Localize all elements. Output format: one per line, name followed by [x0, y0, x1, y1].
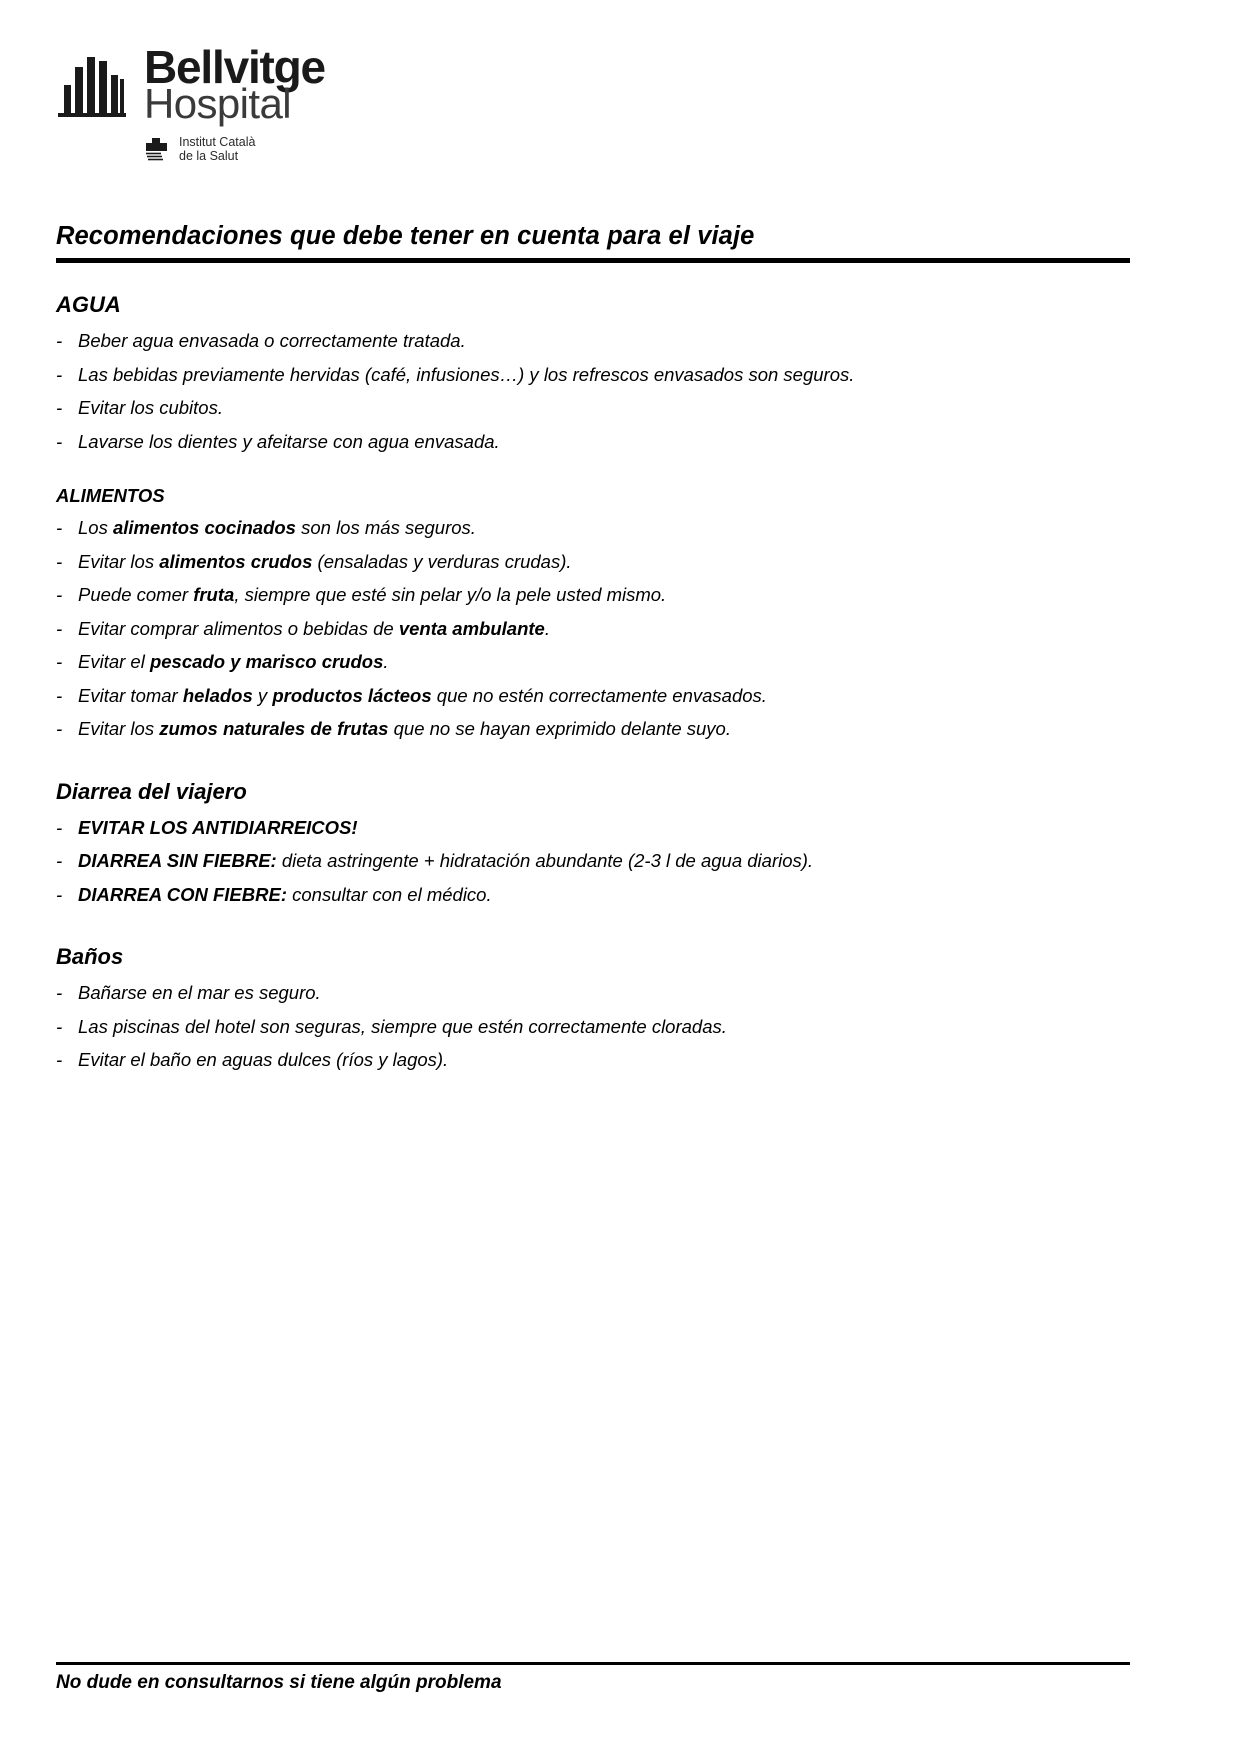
- plain-text: , siempre que esté sin pelar y/o la pele usted mismo.: [234, 584, 667, 605]
- section-heading: Baños: [56, 944, 124, 969]
- plain-text: son los más seguros.: [295, 517, 476, 538]
- list-item: [56, 586, 1136, 605]
- ics-sublogo-line2: de la Salut: [179, 149, 239, 164]
- emphasis-text: alimentos crudos: [159, 550, 313, 572]
- plain-text: Evitar los: [78, 718, 160, 739]
- emphasis-text: pescado y marisco crudos: [149, 651, 384, 672]
- plain-text: .: [383, 651, 389, 672]
- plain-text: (ensaladas y verduras crudas).: [312, 550, 572, 572]
- bullet-dash: -: [56, 1049, 63, 1070]
- list-item-text: [78, 617, 1136, 639]
- list-item: [56, 852, 1136, 871]
- bullet-list: [56, 816, 1136, 905]
- list-item: [56, 332, 1136, 351]
- plain-text: Beber agua envasada o correctamente tratada.: [78, 330, 466, 351]
- plain-text: Evitar el: [78, 651, 150, 672]
- emphasis-text: zumos naturales de frutas: [159, 718, 389, 739]
- plain-text: Puede comer: [78, 584, 194, 605]
- bullet-dash: -: [56, 982, 63, 1003]
- plain-text: dieta astringente + hidratación abundante (2-3 l de agua diarios).: [276, 850, 814, 871]
- bullet-dash: -: [56, 397, 63, 418]
- bullet-dash: -: [56, 718, 63, 739]
- document-body: [56, 292, 1136, 1070]
- list-item-text: [78, 519, 1136, 538]
- footer-divider: [56, 1662, 1130, 1665]
- plain-text: que no se hayan exprimido delante suyo.: [388, 718, 731, 739]
- list-item-text: [78, 816, 1136, 838]
- list-item: [56, 653, 1136, 672]
- list-item: [56, 430, 1136, 452]
- list-item-text: [78, 852, 1136, 871]
- plain-text: .: [544, 617, 550, 639]
- ics-sublogo-text: [179, 135, 255, 165]
- list-item: [56, 399, 1136, 418]
- list-item: [56, 684, 1136, 706]
- list-item: [56, 519, 1136, 538]
- spacer: [56, 904, 1136, 944]
- bullet-dash: -: [56, 330, 63, 351]
- emphasis-text: alimentos cocinados: [112, 517, 296, 538]
- plain-text: Los: [78, 517, 113, 538]
- footer-note: No dude en consultarnos si tiene algún problema: [56, 1672, 502, 1693]
- page-title: Recomendaciones que debe tener en cuenta para el viaje: [56, 222, 755, 250]
- section-ba-os: [56, 944, 1136, 1070]
- logo-brand-secondary: Hospital: [144, 80, 291, 128]
- emphasis-text: productos lácteos: [272, 684, 432, 706]
- list-item: [56, 1051, 1136, 1070]
- emphasis-text: EVITAR LOS ANTIDIARREICOS!: [78, 816, 358, 838]
- plain-text: Bañarse en el mar es seguro.: [78, 982, 321, 1003]
- emphasis-text: DIARREA SIN FIEBRE:: [78, 850, 277, 871]
- list-item-text: [78, 1051, 1136, 1070]
- bullet-dash: -: [56, 430, 63, 452]
- list-item: [56, 617, 1136, 639]
- bullet-list: [56, 332, 1136, 451]
- plain-text: Evitar el baño en aguas dulces (ríos y lagos).: [78, 1049, 449, 1070]
- title-divider: [56, 258, 1130, 263]
- emphasis-text: venta ambulante: [398, 617, 545, 639]
- bullet-dash: -: [56, 651, 63, 672]
- list-item: [56, 1015, 1136, 1037]
- list-item-text: [78, 1015, 1136, 1037]
- spacer: [56, 451, 1136, 485]
- list-item: [56, 550, 1136, 572]
- plain-text: Las bebidas previamente hervidas (café, infusiones…) y los refrescos envasados son seguros.: [78, 363, 855, 385]
- section-heading: AGUA: [56, 292, 121, 317]
- bullet-dash: -: [56, 816, 63, 838]
- list-item-text: [78, 883, 1136, 905]
- ics-sublogo-line1: Institut Català: [179, 134, 256, 149]
- section-diarrea-del-viajero: [56, 779, 1136, 905]
- plain-text: Evitar los cubitos.: [78, 397, 223, 418]
- bullet-dash: -: [56, 363, 63, 385]
- list-item-text: [78, 399, 1136, 418]
- plain-text: Evitar los: [78, 550, 160, 572]
- bullet-dash: -: [56, 684, 63, 706]
- list-item-text: [78, 430, 1136, 452]
- section-agua: [56, 292, 1136, 451]
- plain-text: y: [252, 684, 273, 706]
- section-alimentos: [56, 485, 1136, 739]
- bullet-list: [56, 519, 1136, 739]
- list-item-text: [78, 720, 1136, 739]
- bullet-dash: -: [56, 584, 63, 605]
- bullet-dash: -: [56, 617, 63, 639]
- section-heading: ALIMENTOS: [56, 485, 165, 506]
- list-item: [56, 883, 1136, 905]
- list-item-text: [78, 684, 1136, 706]
- emphasis-text: DIARREA CON FIEBRE:: [78, 883, 287, 905]
- plain-text: Lavarse los dientes y afeitarse con agua envasada.: [78, 430, 500, 452]
- list-item: [56, 363, 1136, 385]
- bullet-dash: -: [56, 550, 63, 572]
- logo-wordmark: [144, 41, 325, 128]
- ics-cross-icon: [144, 136, 170, 162]
- bullet-list: [56, 984, 1136, 1070]
- section-heading: Diarrea del viajero: [56, 778, 247, 804]
- plain-text: Las piscinas del hotel son seguras, siempre que estén correctamente cloradas.: [78, 1015, 727, 1037]
- plain-text: Evitar tomar: [78, 684, 183, 706]
- bullet-dash: -: [56, 517, 63, 538]
- list-item-text: [78, 653, 1136, 672]
- list-item-text: [78, 586, 1136, 605]
- list-item: [56, 816, 1136, 838]
- bullet-dash: -: [56, 1015, 63, 1037]
- list-item-text: [78, 984, 1136, 1003]
- emphasis-text: helados: [182, 684, 253, 706]
- logo-brand-primary: Bellvitge: [144, 41, 325, 93]
- list-item-text: [78, 332, 1136, 351]
- ics-sublogo: [144, 135, 476, 165]
- bullet-dash: -: [56, 883, 63, 905]
- logo-primary-row: [56, 41, 476, 128]
- plain-text: que no estén correctamente envasados.: [431, 684, 767, 706]
- plain-text: consultar con el médico.: [286, 883, 492, 905]
- list-item: [56, 720, 1136, 739]
- spacer: [56, 739, 1136, 779]
- hospital-logo: [56, 41, 476, 164]
- list-item-text: [78, 550, 1136, 572]
- bellvitge-building-bars-icon: [56, 45, 134, 123]
- plain-text: Evitar comprar alimentos o bebidas de: [78, 617, 399, 639]
- list-item-text: [78, 363, 1136, 385]
- list-item: [56, 984, 1136, 1003]
- emphasis-text: fruta: [193, 584, 235, 605]
- bullet-dash: -: [56, 850, 63, 871]
